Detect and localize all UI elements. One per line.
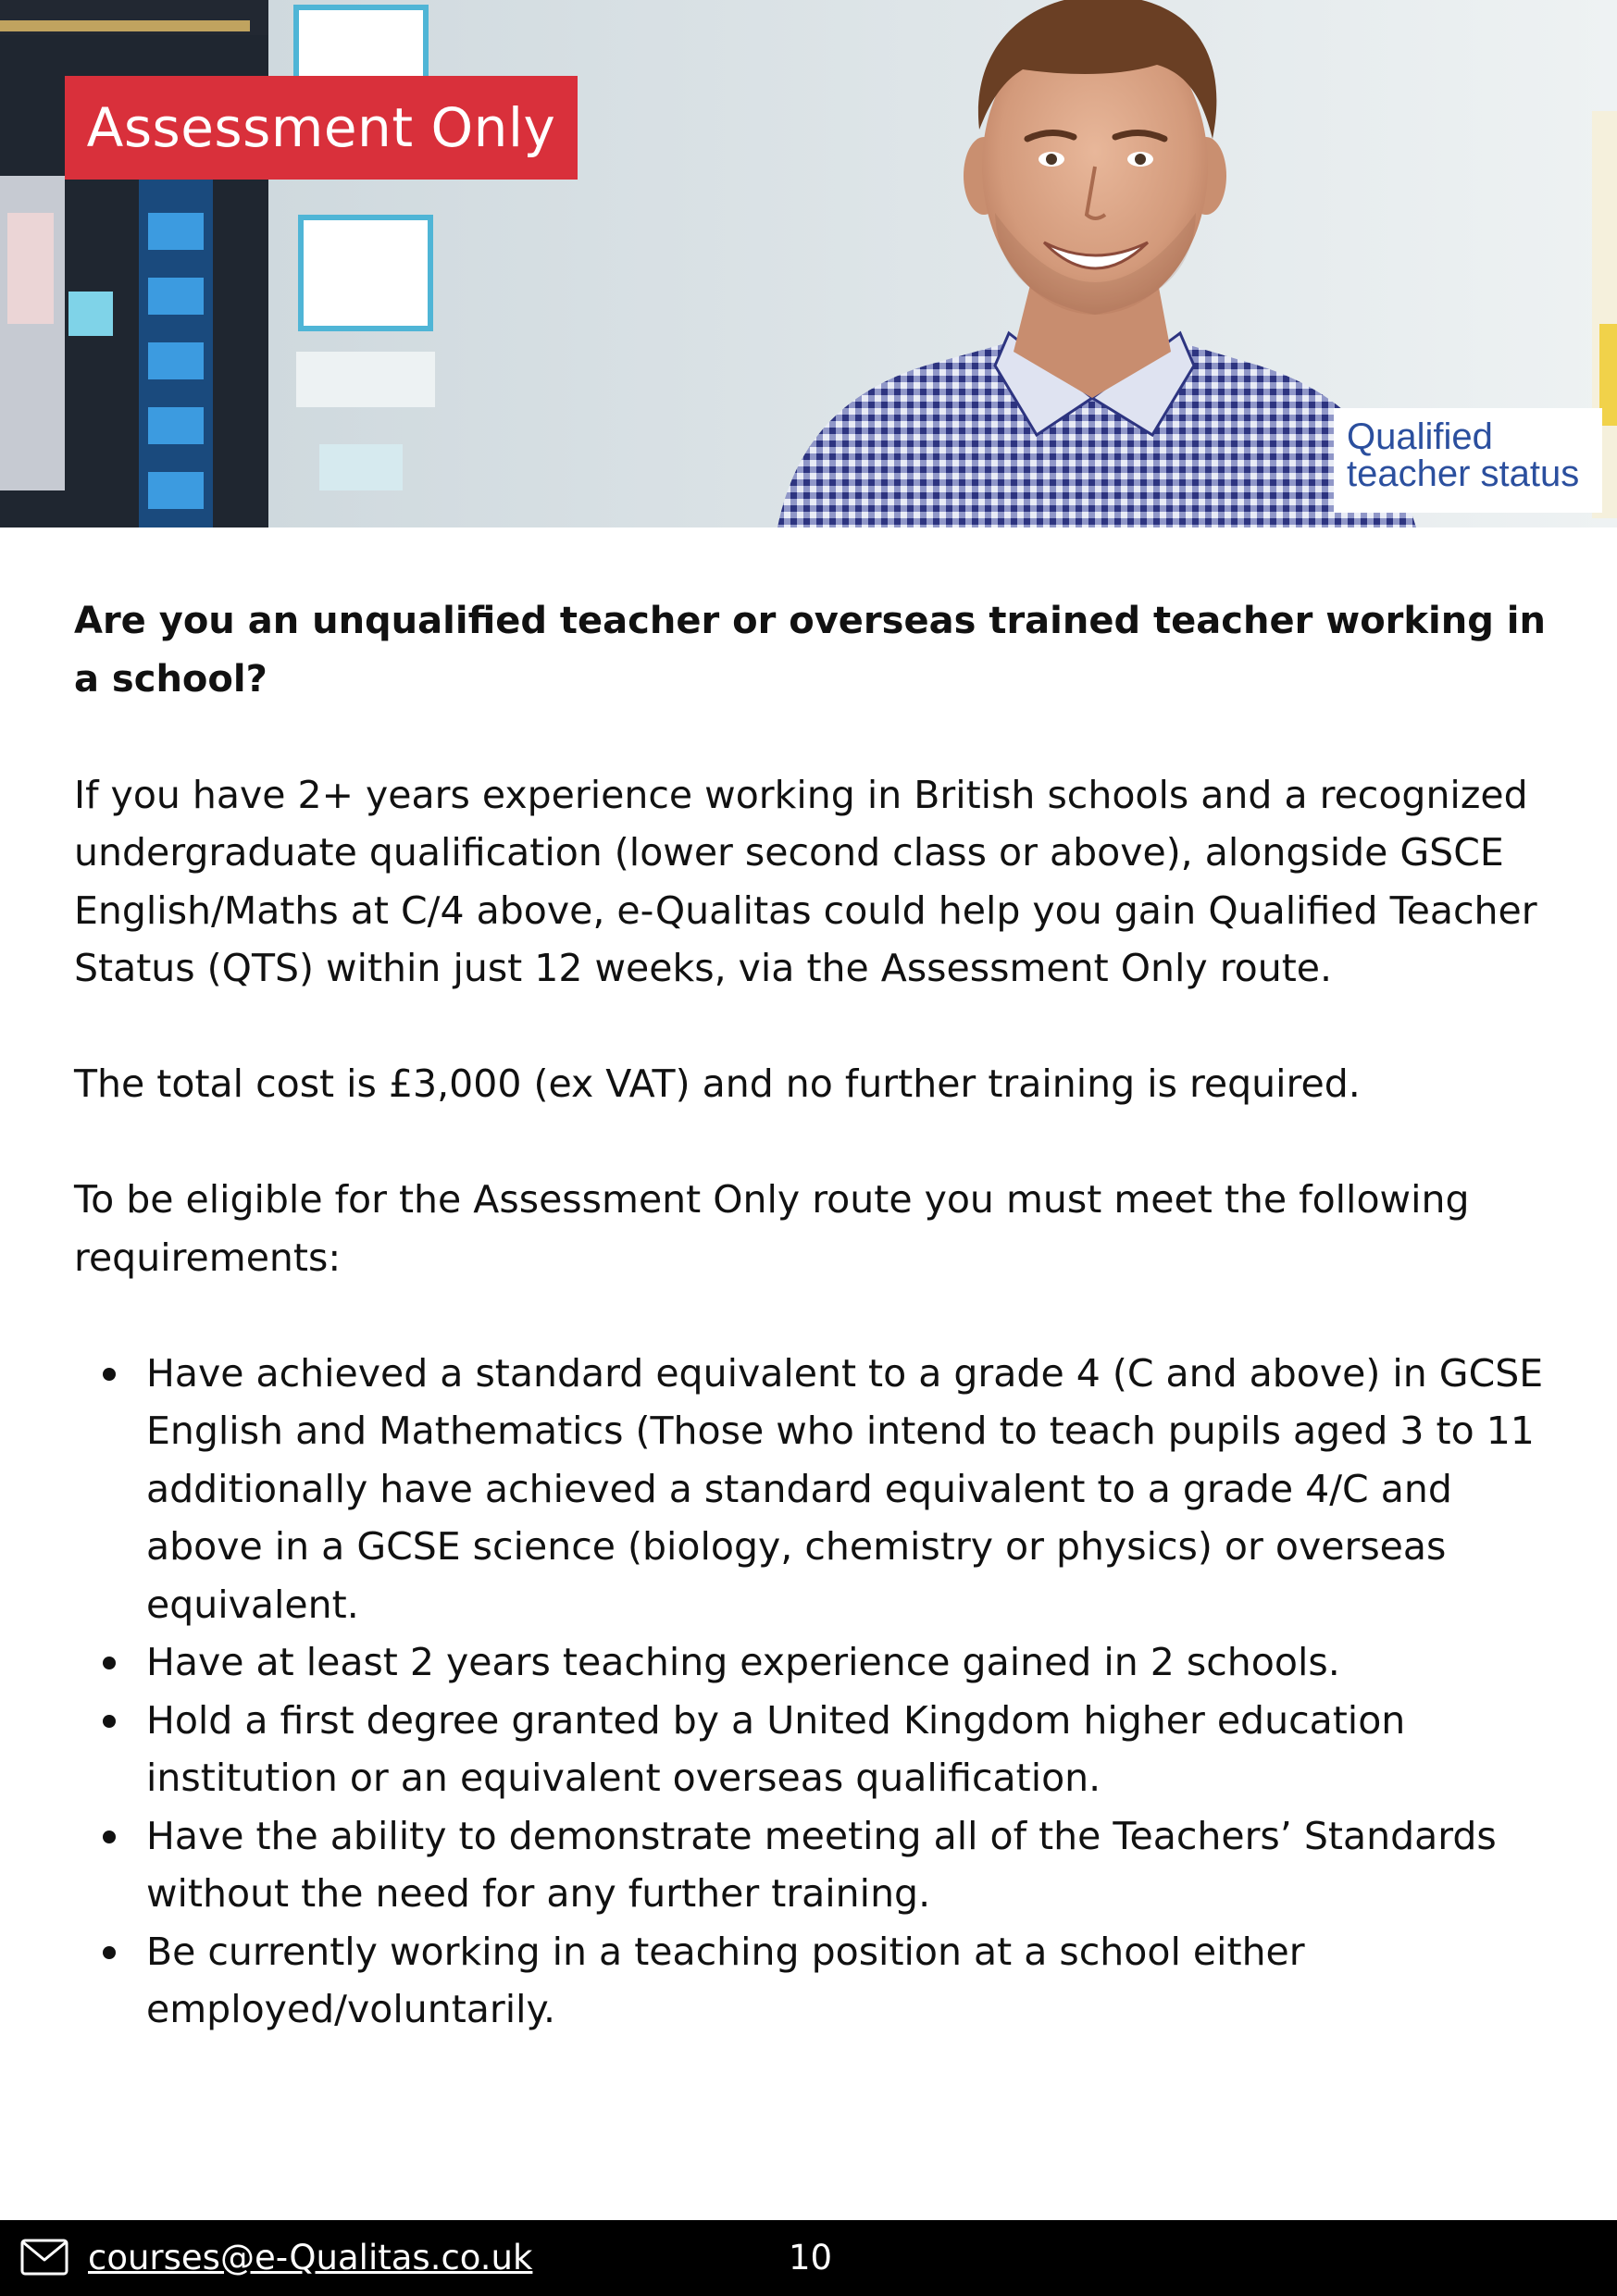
hero-image [0, 0, 1617, 527]
footer-email-link[interactable]: courses@e-Qualitas.co.uk [88, 2238, 533, 2277]
requirement-text: Hold a first degree granted by a United Kingdom higher education institution or an equivalent overseas qualification. [146, 1697, 1406, 1800]
intro-paragraph: If you have 2+ years experience working in British schools and a recognized undergraduate qualification (lower second class or above), alongside GSCE English/Maths at C/4 above, e-Qualitas could help you gain Qualified Teacher Status (QTS) within just 12 weeks, via the Assessment Only route. [74, 772, 1537, 990]
requirement-text: Be currently working in a teaching position at a school either employed/voluntarily. [146, 1929, 1305, 2031]
main-content [74, 592, 1555, 2039]
page-title: Assessment Only [65, 76, 578, 180]
requirement-text: Have at least 2 years teaching experience gained in 2 schools. [146, 1640, 1340, 1684]
page-number: 10 [789, 2238, 833, 2277]
bullet-icon [103, 1946, 116, 1959]
requirement-item [146, 1345, 1555, 1634]
bullet-icon [103, 1715, 116, 1728]
qualified-teacher-status-logo [1334, 408, 1602, 513]
requirement-item [146, 1923, 1555, 2039]
qts-logo-line2: teacher status [1347, 453, 1580, 494]
bullet-icon [103, 1831, 116, 1843]
footer [0, 2220, 1617, 2296]
requirement-item [146, 1807, 1555, 1923]
requirement-item [146, 1633, 1555, 1692]
requirement-text: Have the ability to demonstrate meeting all of the Teachers’ Standards without the need for any further training. [146, 1813, 1497, 1916]
requirement-text: Have achieved a standard equivalent to a grade 4 (C and above) in GCSE English and Mathematics (Those who intend to teach pupils aged 3 to 11 additionally have achieved a standard equivalent to a grade 4/C and above in a GCSE science (biology, chemistry or physics) or overseas equivalent. [146, 1350, 1544, 1627]
qts-logo-line1: Qualified [1347, 416, 1493, 457]
requirements-list [74, 1345, 1555, 2039]
eligibility-intro: To be eligible for the Assessment Only route you must meet the following requirements: [74, 1177, 1470, 1280]
mail-icon [20, 2239, 68, 2276]
requirement-item [146, 1692, 1555, 1807]
cost-paragraph: The total cost is £3,000 (ex VAT) and no further training is required. [74, 1061, 1361, 1106]
bullet-icon [103, 1368, 116, 1381]
intro-question: Are you an unqualified teacher or overseas trained teacher working in a school? [74, 600, 1546, 701]
bullet-icon [103, 1657, 116, 1669]
